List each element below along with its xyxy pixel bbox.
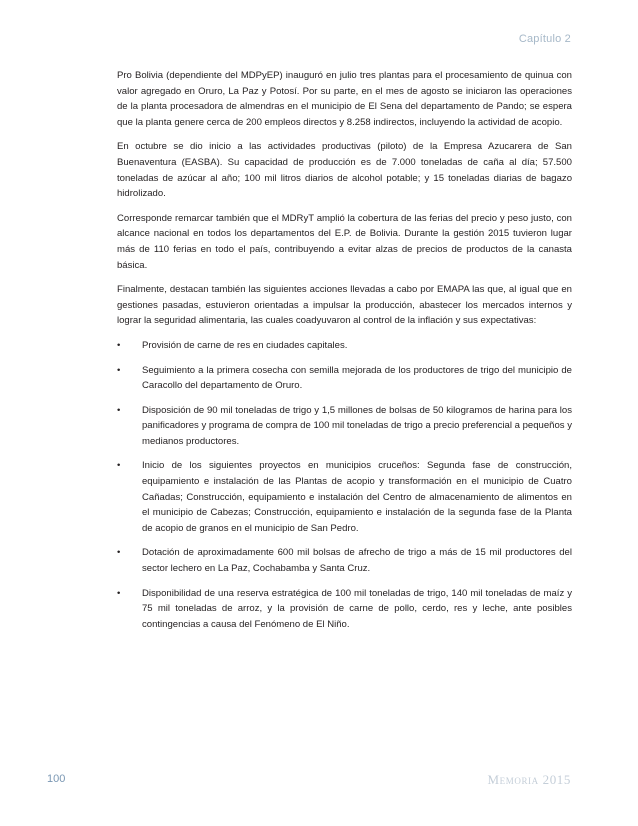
paragraph: Pro Bolivia (dependiente del MDPyEP) inauguró en julio tres plantas para el procesamiento de quinua con valor agregado en Oruro, La Paz y Potosí. Por su parte, en el mes de agosto se iniciaron las operaciones de la planta procesadora de almendras en el municipio de El Sena del departamento de Pando; se espera que la planta genere cerca de 200 empleos directos y 8.258 indirectos, incluyendo la actividad de acopio.	[117, 70, 572, 128]
bullet-marker: •	[117, 587, 121, 599]
list-item	[117, 586, 572, 633]
bullet-list	[117, 338, 572, 633]
body-content	[117, 68, 572, 641]
list-item	[117, 403, 572, 450]
bullet-marker: •	[117, 364, 121, 376]
publication-title: Memoria 2015	[487, 772, 571, 787]
list-item-text: Seguimiento a la primera cosecha con semilla mejorada de los productores de trigo del municipio de Caracollo del departamento de Oruro.	[142, 364, 572, 392]
bullet-marker: •	[117, 339, 121, 351]
bullet-marker: •	[117, 404, 121, 416]
list-item-text: Dotación de aproximadamente 600 mil bolsas de afrecho de trigo a más de 15 mil productores del sector lechero en La Paz, Cochabamba y Santa Cruz.	[142, 547, 572, 575]
paragraph: Corresponde remarcar también que el MDRyT amplió la cobertura de las ferias del precio y peso justo, con alcance nacional en todos los departamentos del E.P. de Bolivia. Durante la gestión 2015 tuvieron lugar más de 110 ferias en todo el país, contribuyendo a evitar alzas de precios de productos de la canasta básica.	[117, 212, 572, 271]
list-item	[117, 458, 572, 536]
chapter-header: Capítulo 2	[518, 33, 571, 45]
page-number: 100	[47, 773, 66, 785]
list-item	[117, 545, 572, 576]
list-item	[117, 338, 572, 354]
bullet-marker: •	[117, 460, 121, 472]
paragraph: Finalmente, destacan también las siguientes acciones llevadas a cabo por EMAPA las que, al igual que en gestiones pasadas, estuvieron orientadas a impulsar la producción, abastecer los mercados internos y lograr la seguridad alimentaria, las cuales coadyuvaron al control de la inflación y sus expectativas:	[117, 284, 572, 327]
list-item-text: Provisión de carne de res en ciudades capitales.	[142, 339, 348, 351]
paragraph: En octubre se dio inicio a las actividades productivas (piloto) de la Empresa Azucarera de San Buenaventura (EASBA). Su capacidad de producción es de 7.000 toneladas de caña al día; 57.500 toneladas de azúcar al año; 100 mil litros diarios de alcohol potable; y 15 toneladas diarias de bagazo hidrolizado.	[117, 141, 572, 200]
list-item-text: Inicio de los siguientes proyectos en municipios cruceños: Segunda fase de construcción, equipamiento e instalación de las Plantas de acopio y transformación en el municipio de Cuatro Cañadas; Construcción, equipamiento e instalación del Centro de almacenamiento de alimentos en el municipio de Cabezas; Construcción, equipamiento e instalación de la segunda fase de la Planta de acopio de granos en el municipio de San Pedro.	[142, 460, 572, 534]
list-item-text: Disponibilidad de una reserva estratégica de 100 mil toneladas de trigo, 140 mil toneladas de maíz y 75 mil toneladas de arroz, y la provisión de carne de pollo, cerdo, res y leche, ante posibles contingencias a causa del Fenómeno de El Niño.	[142, 587, 572, 630]
list-item	[117, 363, 572, 394]
bullet-marker: •	[117, 547, 121, 559]
list-item-text: Disposición de 90 mil toneladas de trigo y 1,5 millones de bolsas de 50 kilogramos de harina para los panificadores y programa de compra de 100 mil toneladas de trigo a precio preferencial a pequeños y medianos productores.	[142, 404, 572, 447]
